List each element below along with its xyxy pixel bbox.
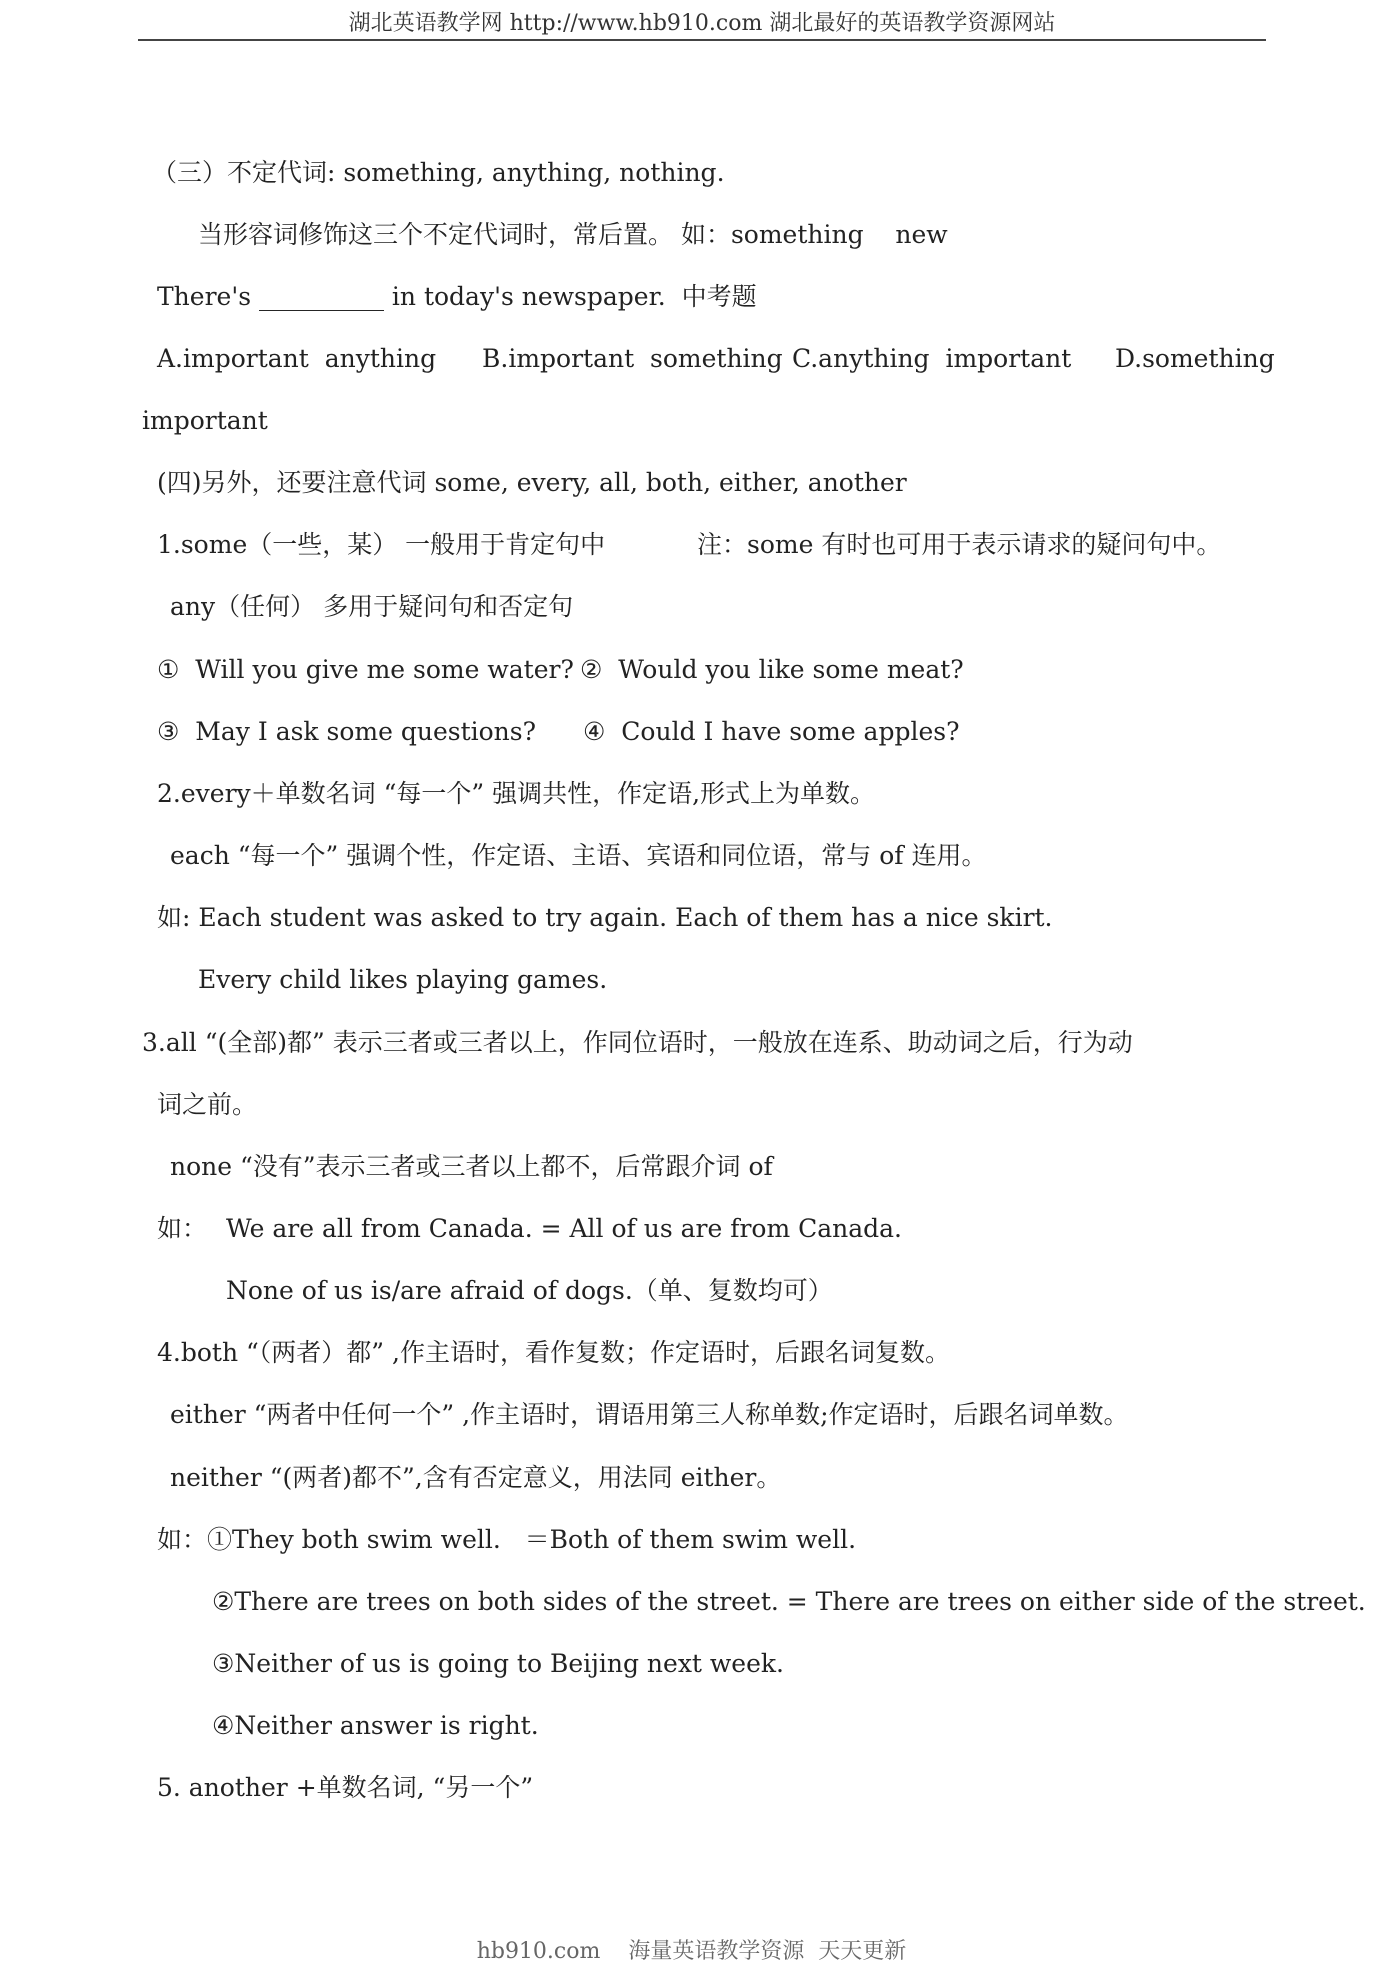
exam-question: There's __________ in today's newspaper. 中考题 bbox=[157, 282, 757, 311]
option-d: D.something bbox=[1115, 344, 1275, 373]
option-c: C.anything important bbox=[792, 344, 1072, 373]
both-definition: 4.both “（两者）都” ,作主语时，看作复数；作定语时，后跟名词复数。 bbox=[157, 1338, 950, 1367]
none-definition: none “没有”表示三者或三者以上都不，后常跟介词 of bbox=[170, 1152, 773, 1181]
all-definition-continued: 词之前。 bbox=[157, 1090, 258, 1119]
each-example: 如: Each student was asked to try again. Each of them has a nice skirt. bbox=[157, 903, 1053, 932]
all-definition: 3.all “(全部)都” 表示三者或三者以上，作同位语时，一般放在连系、助动词之后，行为动 bbox=[142, 1028, 1133, 1057]
each-definition: each “每一个” 强调个性，作定语、主语、宾语和同位语，常与 of 连用。 bbox=[170, 841, 987, 870]
both-example-3: ③Neither of us is going to Beijing next week. bbox=[212, 1649, 784, 1678]
header-rule bbox=[138, 39, 1266, 41]
adjective-position-rule: 当形容词修饰这三个不定代词时，常后置。 如：something new bbox=[198, 220, 948, 249]
some-example-2: ② Would you like some meat? bbox=[580, 655, 964, 684]
all-example-label: 如： bbox=[157, 1214, 208, 1243]
another-definition: 5. another +单数名词, “另一个” bbox=[157, 1773, 534, 1802]
neither-definition: neither “(两者)都不”,含有否定意义，用法同 either。 bbox=[170, 1463, 782, 1492]
both-example-4: ④Neither answer is right. bbox=[212, 1711, 539, 1740]
some-note: 注：some 有时也可用于表示请求的疑问句中。 bbox=[697, 530, 1222, 559]
page-header: 湖北英语教学网 http://www.hb910.com 湖北最好的英语教学资源网站 bbox=[348, 11, 1056, 36]
any-definition: any（任何） 多用于疑问句和否定句 bbox=[170, 592, 574, 621]
some-example-1: ① Will you give me some water? bbox=[157, 655, 574, 684]
none-example: None of us is/are afraid of dogs.（单、复数均可） bbox=[226, 1276, 833, 1305]
some-example-4: ④ Could I have some apples? bbox=[583, 717, 960, 746]
option-a: A.important anything bbox=[157, 344, 437, 373]
option-b: B.important something bbox=[482, 344, 783, 373]
every-example: Every child likes playing games. bbox=[198, 965, 608, 994]
either-definition: either “两者中任何一个” ,作主语时，谓语用第三人称单数;作定语时，后跟名词单数。 bbox=[170, 1400, 1129, 1429]
all-example: We are all from Canada. = All of us are from Canada. bbox=[226, 1214, 903, 1243]
both-example-2: ②There are trees on both sides of the street. = There are trees on either side of the street. bbox=[212, 1587, 1366, 1616]
option-d-continued: important bbox=[142, 406, 268, 435]
every-definition: 2.every＋单数名词 “每一个” 强调共性，作定语,形式上为单数。 bbox=[157, 779, 876, 808]
section-4-heading: (四)另外，还要注意代词 some, every, all, both, either, another bbox=[157, 468, 907, 497]
some-example-3: ③ May I ask some questions? bbox=[157, 717, 537, 746]
both-example-1: 如：①They both swim well. ＝Both of them swim well. bbox=[157, 1525, 857, 1554]
some-definition: 1.some（一些，某） 一般用于肯定句中 bbox=[157, 530, 606, 559]
section-3-heading: （三）不定代词: something, anything, nothing. bbox=[152, 158, 725, 187]
page-footer: hb910.com 海量英语教学资源 天天更新 bbox=[476, 1939, 907, 1964]
